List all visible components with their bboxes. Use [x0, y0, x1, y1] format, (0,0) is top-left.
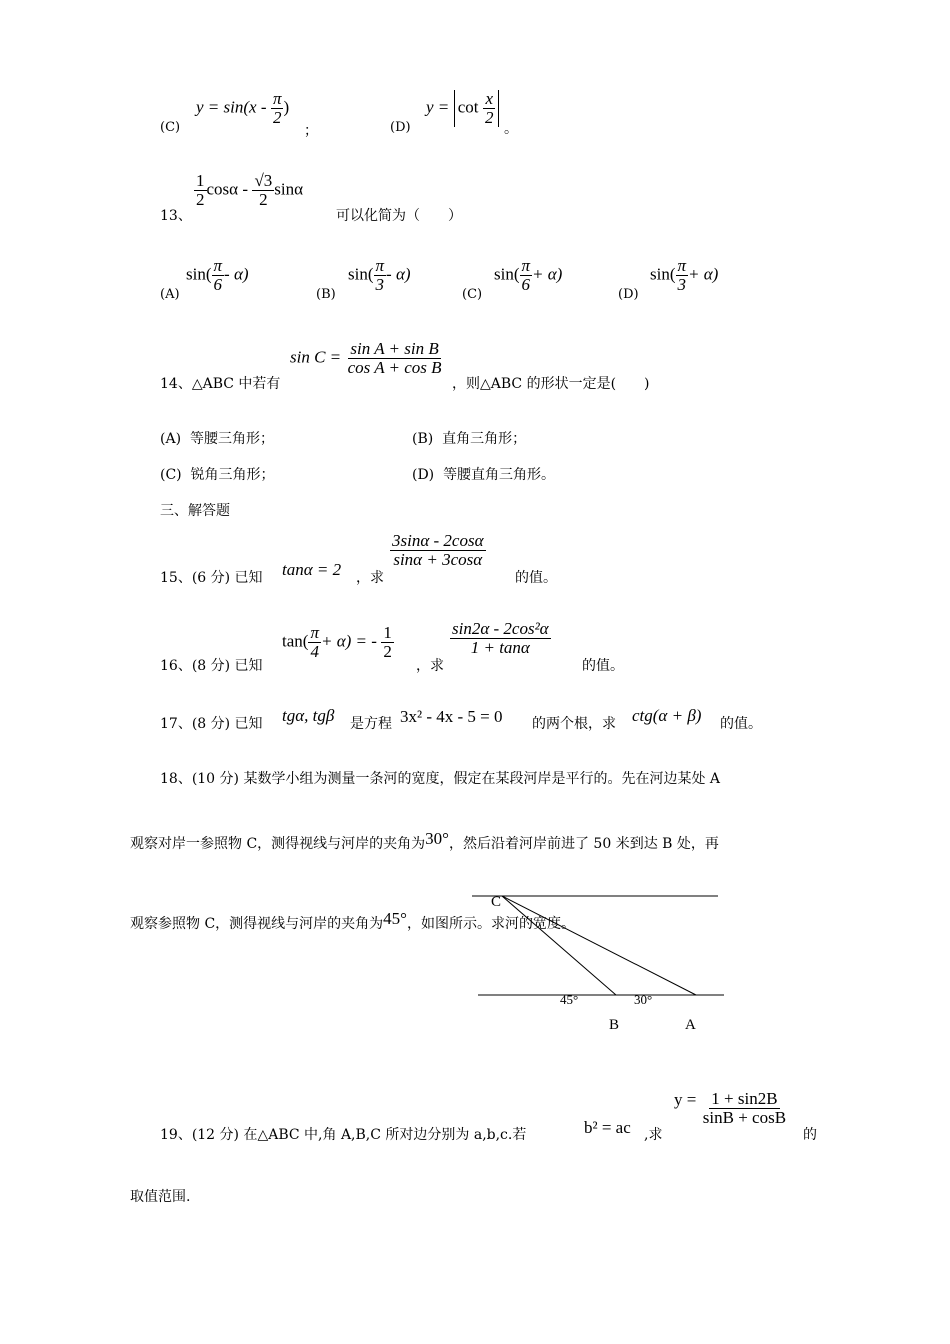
- absolute-value: cot $\frac{x}{2}$: [454, 90, 500, 127]
- q16-mid: ，求: [416, 658, 444, 674]
- angle-a-label: 30°: [634, 992, 653, 1007]
- q15-given: tanα = 2: [282, 560, 342, 579]
- q17-suffix: 的值。: [720, 716, 762, 732]
- angle-b-label: 45°: [560, 992, 579, 1007]
- q16-expression: [450, 620, 551, 657]
- q14-option-d: (D) 等腰直角三角形。: [412, 467, 556, 483]
- option-label: (C): [160, 120, 181, 135]
- q16-suffix: 的值。: [582, 658, 624, 674]
- q15-mid: ，求: [356, 570, 384, 586]
- q17-target: ctg(α + β): [632, 706, 702, 725]
- q19-mid: ,求: [644, 1127, 663, 1143]
- fraction: $\frac{\text{sin A + sin B}}{\text{cos A + cos B}}$: [347, 339, 442, 377]
- q17-equation: 3x² - 4x - 5 = 0: [400, 707, 503, 726]
- q14-option-c: (C) 锐角三角形；: [160, 467, 275, 483]
- q17-prefix: 17、(8 分) 已知: [160, 716, 263, 732]
- q18-line1: 18、(10 分) 某数学小组为测量一条河的宽度，假定在某段河岸是平行的。先在河边某处 A: [160, 771, 721, 787]
- q13-expression: $\frac{1}{2}$ cosα - $\frac{√3}{2}$ sinα: [196, 171, 304, 209]
- q15-suffix: 的值。: [515, 570, 557, 586]
- q19-prefix: 19、(12 分) 在△ABC 中,角 A,B,C 所对边分别为 a,b,c.若: [160, 1127, 527, 1143]
- point-c-label: C: [491, 894, 502, 910]
- fraction: $\frac{x}{2}$: [484, 89, 494, 127]
- q14-option-b: (B) 直角三角形；: [412, 431, 527, 447]
- q17-mid1: 是方程: [350, 716, 392, 732]
- q16-prefix: 16、(8 分) 已知: [160, 658, 263, 674]
- point-a-label: A: [685, 1017, 696, 1033]
- q15-prefix: 15、(6 分) 已知: [160, 570, 263, 586]
- fraction: $\frac{\pi}{3}$: [375, 256, 385, 294]
- q18-line3: 观察参照物 C，测得视线与河岸的夹角为45°，如图所示。求河的宽度。: [130, 909, 575, 932]
- q12-d-expression: y = cot $\frac{x}{2}$: [426, 90, 499, 127]
- fraction: $\frac{\pi}{6}$: [213, 256, 223, 294]
- q19-expression: y = $\frac{1 + \sin 2B}{\sin B + \cos B}$: [674, 1089, 787, 1127]
- q14-suffix: ，则△ABC 的形状一定是( ): [452, 376, 650, 392]
- q15-expression: [390, 532, 486, 569]
- fraction: $\frac{3\sin\alpha - 2\cos\alpha}{\sin\alpha + 3\cos\alpha}$: [392, 531, 484, 569]
- fraction: $\frac{1 + \sin 2B}{\sin B + \cos B}$: [702, 1089, 787, 1127]
- river-diagram: [470, 886, 730, 1036]
- option-label: (D): [390, 120, 411, 135]
- fraction: $\frac{\pi}{4}$: [310, 623, 319, 661]
- q14-option-a: (A) 等腰三角形；: [160, 431, 274, 447]
- q18-line2: 观察对岸一参照物 C，测得视线与河岸的夹角为30°，然后沿着河岸前进了 50 米到达 B 处，再: [130, 829, 719, 852]
- q17-mid2: 的两个根，求: [532, 716, 616, 732]
- q19-line2: 取值范围.: [130, 1189, 191, 1205]
- fraction: $\frac{\pi}{2}$: [272, 89, 282, 127]
- section-heading: 三、解答题: [160, 503, 230, 519]
- point-b-label: B: [609, 1017, 620, 1033]
- fraction: $\frac{\text{sin2α - 2cos²α}}{1 + \tan\alpha}$: [452, 619, 549, 657]
- q14-prefix: 14、△ABC 中若有: [160, 376, 281, 392]
- q14-equation: sin C = $\frac{\text{sin A + sin B}}{\text{cos A + cos B}}$: [290, 339, 442, 377]
- q17-roots: tgα, tgβ: [282, 706, 335, 725]
- q13-number: 13、: [160, 208, 192, 224]
- q19-condition: b² = ac: [584, 1118, 631, 1137]
- fraction: $\frac{√3}{2}$: [254, 171, 273, 209]
- q12-c-expression: y = sin(x - $\frac{\pi}{2}$ ): [196, 89, 290, 127]
- fraction: $\frac{\pi}{3}$: [677, 256, 687, 294]
- q16-given: tan( $\frac{\pi}{4}$ + α) = - $\frac{1}{2}$: [282, 623, 392, 661]
- fraction: $\frac{1}{2}$: [383, 623, 392, 661]
- q13-question: 可以化简为（ ）: [336, 208, 462, 224]
- fraction: $\frac{1}{2}$: [196, 171, 205, 209]
- q19-suffix: 的: [803, 1127, 817, 1143]
- fraction: $\frac{\pi}{6}$: [521, 256, 531, 294]
